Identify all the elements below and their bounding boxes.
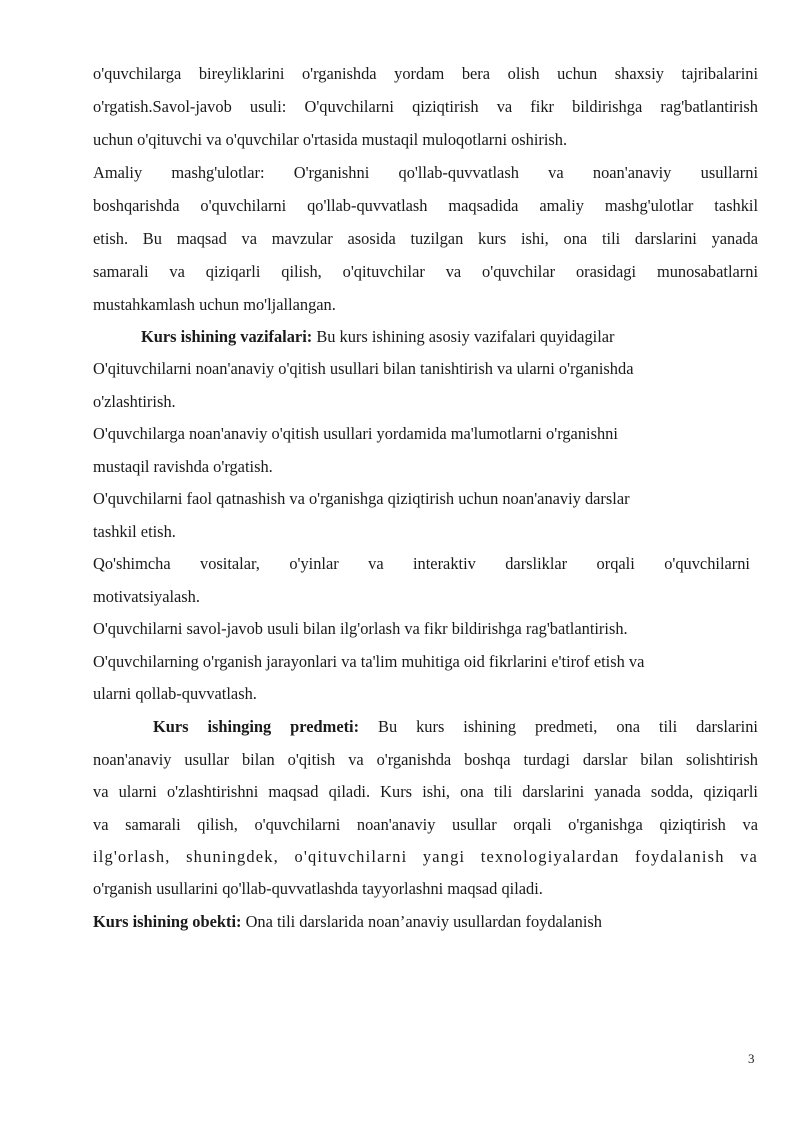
page-number: 3 xyxy=(748,1051,755,1066)
task-4-line-1: Qo'shimcha vositalar, o'yinlar va interaktiv darsliklar orqali o'quvchilarni xyxy=(93,554,750,573)
task-5-line-1: O'quvchilarni savol-javob usuli bilan ilg'orlash va fikr bildirishga rag'batlantirish. xyxy=(93,619,628,638)
task-6-line-2: ularni qollab-quvvatlash. xyxy=(93,684,257,703)
task-1-line-1: O'qituvchilarni noan'anaviy o'qitish usullari bilan tanishtirish va ularni o'rganishda xyxy=(93,359,634,378)
subject-line-5: ilg'orlash, shuningdek, o'qituvchilarni yangi texnologiyalardan foydalanish va xyxy=(93,847,758,866)
subject-line-2: noan'anaviy usullar bilan o'qitish va o'rganishda boshqa turdagi darslar bilan solishtirish xyxy=(93,750,758,769)
task-2-line-2: mustaqil ravishda o'rgatish. xyxy=(93,457,273,476)
task-4-line-2: motivatsiyalash. xyxy=(93,587,200,606)
paragraph-2-line-5: mustahkamlash uchun mo'ljallangan. xyxy=(93,295,336,314)
paragraph-1-line-2: o'rgatish.Savol-javob usuli: O'quvchilarni qiziqtirish va fikr bildirishga rag'batlantirish xyxy=(93,97,758,116)
tasks-intro: Bu kurs ishining asosiy vazifalari quyidagilar xyxy=(312,327,615,346)
paragraph-2-line-1: Amaliy mashg'ulotlar: O'rganishni qo'llab-quvvatlash va noan'anaviy usullarni xyxy=(93,163,758,182)
subject-line-1-text: Bu kurs ishining predmeti, ona tili darslarini xyxy=(359,717,758,736)
paragraph-2-line-2: boshqarishda o'quvchilarni qo'llab-quvvatlash maqsadida amaliy mashg'ulotlar tashkil xyxy=(93,196,758,215)
subject-line-1 xyxy=(153,717,758,737)
paragraph-1-line-3: uchun o'qituvchi va o'quvchilar o'rtasida mustaqil muloqotlarni oshirish. xyxy=(93,130,568,149)
object-heading: Kurs ishining obekti: xyxy=(93,912,242,931)
task-1-line-2: o'zlashtirish. xyxy=(93,392,176,411)
task-3-line-2: tashkil etish. xyxy=(93,522,176,541)
paragraph-2-line-4: samarali va qiziqarli qilish, o'qituvchilar va o'quvchilar orasidagi munosabatlarni xyxy=(93,262,758,281)
object-line xyxy=(93,912,602,932)
tasks-heading-line xyxy=(141,327,614,347)
subject-line-3: va ularni o'zlashtirishni maqsad qiladi. Kurs ishi, ona tili darslarini yanada sodda, qiziqarli xyxy=(93,782,758,801)
object-text: Ona tili darslarida noan’anaviy usullardan foydalanish xyxy=(241,912,602,931)
task-6-line-1: O'quvchilarning o'rganish jarayonlari va ta'lim muhitiga oid fikrlarini e'tirof etish va xyxy=(93,652,645,671)
subject-line-4: va samarali qilish, o'quvchilarni noan'anaviy usullar orqali o'rganishga qiziqtirish va xyxy=(93,815,758,834)
paragraph-2-line-3: etish. Bu maqsad va mavzular asosida tuzilgan kurs ishi, ona tili darslarini yanada xyxy=(93,229,758,248)
paragraph-1-line-1: o'quvchilarga bireyliklarini o'rganishda yordam bera olish uchun shaxsiy tajribalarini xyxy=(93,64,758,83)
task-3-line-1: O'quvchilarni faol qatnashish va o'rganishga qiziqtirish uchun noan'anaviy darslar xyxy=(93,489,630,508)
subject-heading: Kurs ishinging predmeti: xyxy=(153,717,360,736)
subject-line-6: o'rganish usullarini qo'llab-quvvatlashda tayyorlashni maqsad qiladi. xyxy=(93,879,543,898)
tasks-heading: Kurs ishining vazifalari: xyxy=(141,327,313,346)
task-2-line-1: O'quvchilarga noan'anaviy o'qitish usullari yordamida ma'lumotlarni o'rganishni xyxy=(93,424,618,443)
